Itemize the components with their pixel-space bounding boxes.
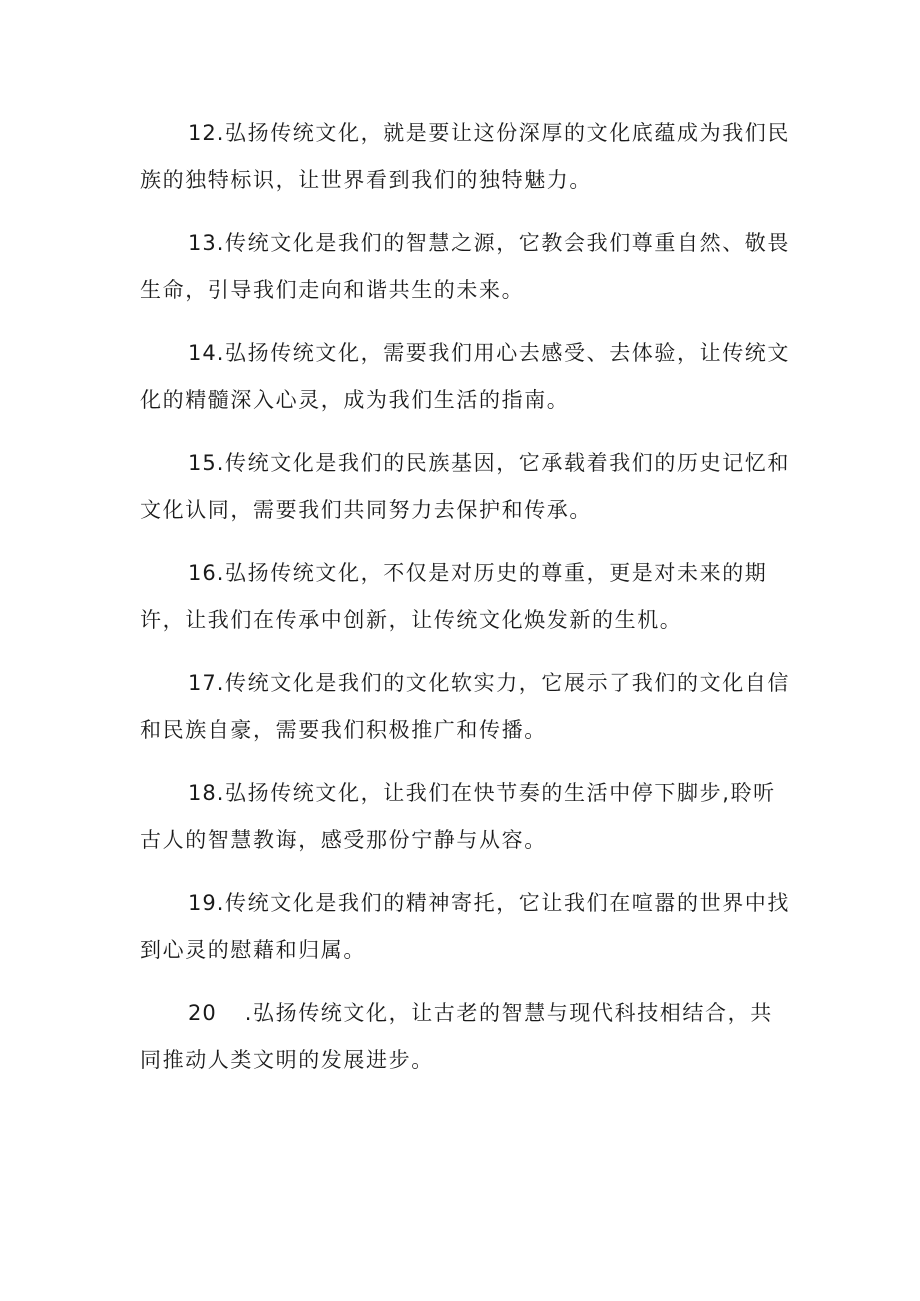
document-body xyxy=(140,110,790,1100)
list-item xyxy=(140,660,790,754)
item-number: 17 xyxy=(188,671,217,695)
item-number: 15 xyxy=(188,451,217,475)
item-text: .弘扬传统文化，让古老的智慧与现代科技相结合，共同推动人类文明的发展进步。 xyxy=(140,1001,773,1072)
list-item xyxy=(140,330,790,424)
item-number: 16 xyxy=(188,561,217,585)
item-text: .传统文化是我们的文化软实力，它展示了我们的文化自信和民族自豪，需要我们积极推广和传播。 xyxy=(140,671,791,742)
item-text: .弘扬传统文化，让我们在快节奏的生活中停下脚步,聆听古人的智慧教诲，感受那份宁静与从容。 xyxy=(140,781,776,852)
item-text: .弘扬传统文化，需要我们用心去感受、去体验，让传统文化的精髓深入心灵，成为我们生活的指南。 xyxy=(140,341,791,412)
item-text: .传统文化是我们的智慧之源，它教会我们尊重自然、敬畏生命，引导我们走向和谐共生的未来。 xyxy=(140,231,791,302)
item-number: 14 xyxy=(188,341,217,365)
list-item xyxy=(140,770,790,864)
item-text: .传统文化是我们的民族基因，它承载着我们的历史记忆和文化认同，需要我们共同努力去保护和传承。 xyxy=(140,451,791,522)
list-item xyxy=(140,220,790,314)
list-item xyxy=(140,440,790,534)
list-item xyxy=(140,550,790,644)
item-number: 13 xyxy=(188,231,217,255)
item-number: 20 xyxy=(188,1001,217,1025)
item-number: 18 xyxy=(188,781,217,805)
item-number: 12 xyxy=(188,121,217,145)
list-item xyxy=(140,880,790,974)
list-item xyxy=(140,990,790,1084)
list-item xyxy=(140,110,790,204)
item-text: .弘扬传统文化，不仅是对历史的尊重，更是对未来的期许，让我们在传承中创新，让传统文化焕发新的生机。 xyxy=(140,561,768,632)
item-text: .弘扬传统文化，就是要让这份深厚的文化底蕴成为我们民族的独特标识，让世界看到我们的独特魅力。 xyxy=(140,121,791,192)
item-text: .传统文化是我们的精神寄托，它让我们在喧嚣的世界中找到心灵的慰藉和归属。 xyxy=(140,891,791,962)
item-number: 19 xyxy=(188,891,217,915)
